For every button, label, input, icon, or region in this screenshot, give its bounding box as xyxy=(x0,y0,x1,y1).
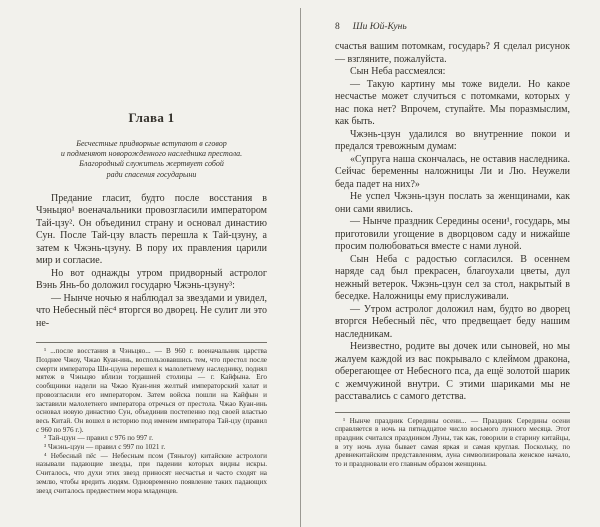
paragraph: Неизвестно, родите вы дочек или сыновей, но мы жалуем каждой из вас покрывало с клеймом дракона, оберегающее от Небесного пса, да ещё золотой шарик с жемчужиной внутри. С этими шариками мы не расставались с самого детства. xyxy=(335,341,570,402)
left-page-body xyxy=(36,193,267,331)
chapter-title: Глава 1 xyxy=(128,110,175,125)
paragraph: Предание гласит, будто после восстания в Чэньцяо¹ военачальники провозгласили императором Тай-цзу². Он объединил страну и основал династию Сун. После Тай-цзу власть перешла к Тай-цзуну, а затем к Чжэнь-цзуну. В пору их правления царили мир и согласие. xyxy=(36,192,267,267)
footnote: ³ Чжэнь-цзун — правил с 997 по 1021 г. xyxy=(44,443,166,452)
page-header xyxy=(335,22,570,32)
footnote: ⁴ Небесный пёс — Небесным псом (Тяньгоу) китайские астрологи называли падающие звезды, при падении которых видны искры. Считалось, что духи этих звезд приносят несчастья и часто сходят на землю, чтобы вредить людям. Одновременно появление таких падающих звезд считалось предвестием мора младенцев. xyxy=(36,451,267,495)
footnote-separator xyxy=(335,412,570,413)
paragraph: Но вот однажды утром придворный астролог Вэнь Янь-бо доложил государю Чжэнь-цзуну³: xyxy=(36,267,267,292)
paragraph: — Такую картину мы тоже видели. Но какое несчастье может случиться с потомками, которых у нас пока нет? Впрочем, ступайте. Мы поразмыслим, как быть. xyxy=(335,78,570,127)
chapter-epigraph xyxy=(36,139,267,180)
page-number: 8 xyxy=(335,22,340,32)
footnote: ¹ ...после восстания в Чэньцяо... — В 960 г. военачальник царства Позднее Чжоу, Чжао Куан-инь, воспользовавшись тем, что престол после смерти императора Ши-цзуна перешел к малолетнему наследнику, поднял мятеж в Чэньцяо вблизи тогдашней столицы — г. Кайфына. Его сообщники надели на Чжао Куан-иня желтый императорский халат и провозгласили его императором. Затем войска пошли на Кайфын и заставили малолетнего императора отречься от престола. Чжао Куан-инь основал новую династию Сун, объединив постепенно под своей властью весь Китай. Он вошел в историю под именем императора Тай-цзу (правил с 960 по 976 г.). xyxy=(36,347,267,434)
paragraph: «Супруга наша скончалась, не оставив наследника. Сейчас беременны наложницы Ли и Лю. Неужели беда падет на них?» xyxy=(335,153,570,190)
right-page-body xyxy=(335,41,570,404)
footnote: ¹ Нынче праздник Середины осени... — Праздник Середины осени справляется в ночь на пятнадцатое число восьмого лунного месяца. Этот праздник считался праздником Луны, так как, говорили в старину китайцы, в эту ночь луна бывает самая яркая и самая круглая. Поскольку, по древнекитайским представлениям, луна символизировала женское начало, то и праздновали его главным образом женщины. xyxy=(335,416,570,469)
paragraph: Сын Неба рассмеялся: xyxy=(350,66,446,77)
page-divider xyxy=(300,8,301,527)
paragraph: — Утром астролог доложил нам, будто во дворец вторгся Небесный пёс, что предвещает беду нашим наследникам. xyxy=(335,303,570,340)
footnote-separator xyxy=(36,342,267,343)
paragraph: Чжэнь-цзун удалился во внутренние покои и предался тревожным думам: xyxy=(335,128,570,152)
running-title: Ши Юй-Кунь xyxy=(352,22,407,32)
epigraph-line: ради спасения государыни xyxy=(106,169,197,179)
paragraph: Не успел Чжэнь-цзун послать за женщинами, как они сами явились. xyxy=(335,191,570,215)
epigraph-line: Бесчестные придворные вступают в сговор xyxy=(76,139,227,148)
paragraph: — Нынче ночью я наблюдал за звездами и увидел, что Небесный пёс⁴ вторгся во дворец. Не сулит ли это не- xyxy=(36,292,267,329)
right-page xyxy=(300,0,600,527)
paragraph: — Нынче праздник Середины осени¹, государь, мы приготовили угощение в дворцовом саду и нижайше просим полюбоваться вместе с нами луной. xyxy=(335,216,570,252)
footnote: ² Тай-цзун — правил с 976 по 997 г. xyxy=(44,434,154,443)
right-page-footnotes xyxy=(335,417,570,469)
epigraph-line: Благородный служитель жертвует собой xyxy=(79,159,224,169)
left-page-footnotes xyxy=(36,347,267,495)
paragraph: Сын Неба с радостью согласился. В осеннем наряде сад был прекрасен, благоухали цветы, дул нежный ветерок. Чжэнь-цзун сел за стол, накрытый в беседке. Наложницы ему прислуживали. xyxy=(335,253,570,302)
epigraph-line: и подменяют новорожденного наследника престола. xyxy=(60,149,243,159)
paragraph: счастья вашим потомкам, государь? Я сделал рисунок — взгляните, пожалуйста. xyxy=(335,41,570,65)
